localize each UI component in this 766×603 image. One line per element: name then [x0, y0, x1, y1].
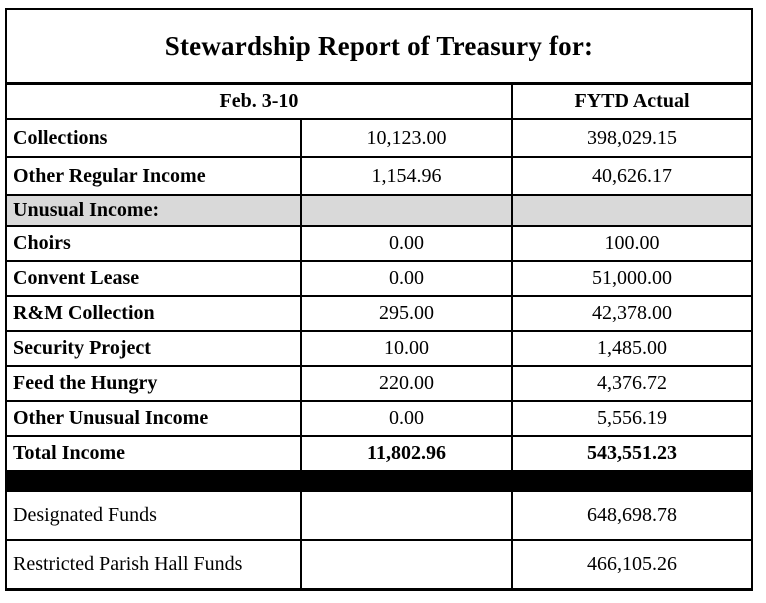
row-fytd-value: 51,000.00	[512, 261, 752, 296]
row-label: Choirs	[6, 226, 301, 261]
page-title: Stewardship Report of Treasury for:	[6, 9, 752, 84]
total-fytd-value: 543,551.23	[512, 436, 752, 471]
row-week-value: 10.00	[301, 331, 512, 366]
row-week-value: 295.00	[301, 296, 512, 331]
table-row	[6, 401, 752, 436]
table-row	[6, 261, 752, 296]
fund-fytd-value: 466,105.26	[512, 540, 752, 590]
row-label: Collections	[6, 119, 301, 157]
row-week-value: 0.00	[301, 226, 512, 261]
fund-week-value	[301, 491, 512, 540]
stewardship-report-table	[5, 8, 753, 591]
row-fytd-value: 1,485.00	[512, 331, 752, 366]
report-title-row	[6, 9, 752, 84]
table-row	[6, 296, 752, 331]
table-row	[6, 331, 752, 366]
row-week-value: 220.00	[301, 366, 512, 401]
total-income-row	[6, 436, 752, 471]
row-label: R&M Collection	[6, 296, 301, 331]
fund-label: Restricted Parish Hall Funds	[6, 540, 301, 590]
row-label: Security Project	[6, 331, 301, 366]
row-fytd-value: 5,556.19	[512, 401, 752, 436]
fund-fytd-value: 648,698.78	[512, 491, 752, 540]
total-week-value: 11,802.96	[301, 436, 512, 471]
column-header-period: Feb. 3-10	[6, 84, 512, 120]
column-header-row	[6, 84, 752, 120]
table-row	[6, 226, 752, 261]
fund-week-value	[301, 540, 512, 590]
section-heading-week-cell	[301, 195, 512, 226]
separator-band-cell	[6, 471, 752, 491]
row-week-value: 1,154.96	[301, 157, 512, 195]
section-heading-label: Unusual Income:	[6, 195, 301, 226]
row-fytd-value: 398,029.15	[512, 119, 752, 157]
table-row	[6, 540, 752, 590]
row-label: Convent Lease	[6, 261, 301, 296]
table-row	[6, 119, 752, 157]
table-row	[6, 157, 752, 195]
section-heading-row	[6, 195, 752, 226]
fund-label: Designated Funds	[6, 491, 301, 540]
table-row	[6, 366, 752, 401]
row-fytd-value: 100.00	[512, 226, 752, 261]
section-heading-fytd-cell	[512, 195, 752, 226]
row-fytd-value: 40,626.17	[512, 157, 752, 195]
row-fytd-value: 42,378.00	[512, 296, 752, 331]
row-label: Other Regular Income	[6, 157, 301, 195]
row-week-value: 10,123.00	[301, 119, 512, 157]
row-week-value: 0.00	[301, 261, 512, 296]
total-label: Total Income	[6, 436, 301, 471]
row-fytd-value: 4,376.72	[512, 366, 752, 401]
table-row	[6, 491, 752, 540]
column-header-fytd: FYTD Actual	[512, 84, 752, 120]
section-separator-band	[6, 471, 752, 491]
row-label: Other Unusual Income	[6, 401, 301, 436]
row-label: Feed the Hungry	[6, 366, 301, 401]
row-week-value: 0.00	[301, 401, 512, 436]
